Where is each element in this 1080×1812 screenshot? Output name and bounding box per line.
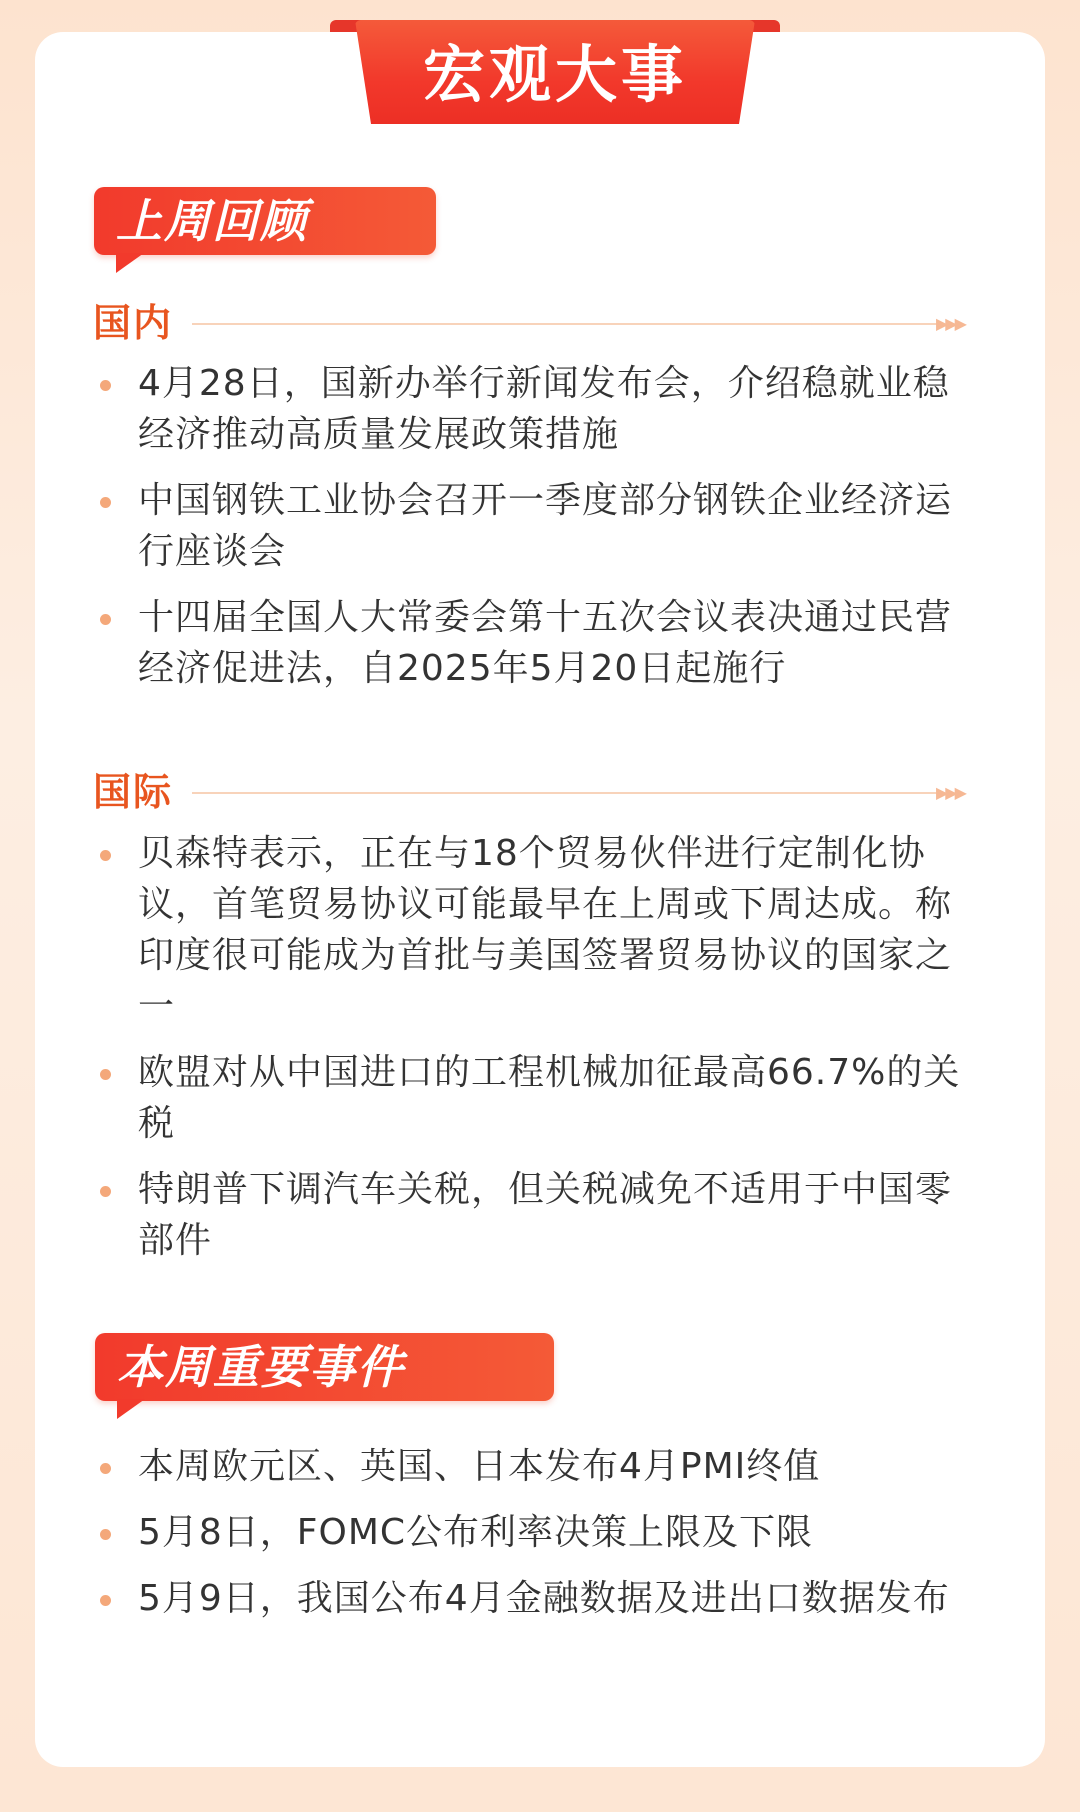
list-item-text: 5月9日，我国公布4月金融数据及进出口数据发布 xyxy=(138,1578,950,1619)
list-item xyxy=(100,358,980,460)
bullet-dot-icon xyxy=(100,1529,111,1540)
page-title: 宏观大事 xyxy=(422,38,687,111)
domestic-news-list xyxy=(100,358,980,709)
section-tag-this-week: 本周重要事件 xyxy=(95,1333,554,1401)
bullet-dot-icon xyxy=(100,380,111,391)
list-item-text: 中国钢铁工业协会召开一季度部分钢铁企业经济运行座谈会 xyxy=(138,480,953,572)
section-tag-last-week: 上周回顾 xyxy=(94,187,436,255)
list-item xyxy=(100,1164,980,1266)
list-item xyxy=(100,828,980,1032)
list-item-text: 贝森特表示，正在与18个贸易伙伴进行定制化协议，首笔贸易协议可能最早在上周或下周达成。称印度很可能成为首批与美国签署贸易协议的国家之一 xyxy=(138,833,953,1027)
divider-line xyxy=(192,792,942,794)
bullet-dot-icon xyxy=(100,1463,111,1474)
list-item xyxy=(100,475,980,577)
subheading-domestic: 国内 xyxy=(93,301,174,345)
triple-arrow-icon: ▶▶▶ xyxy=(936,314,964,333)
bullet-dot-icon xyxy=(100,850,111,861)
list-item-text: 十四届全国人大常委会第十五次会议表决通过民营经济促进法，自2025年5月20日起施行 xyxy=(138,597,953,689)
list-item-text: 特朗普下调汽车关税，但关税减免不适用于中国零部件 xyxy=(138,1169,953,1261)
list-item xyxy=(100,592,980,694)
bullet-dot-icon xyxy=(100,614,111,625)
list-item xyxy=(100,1441,980,1492)
bullet-dot-icon xyxy=(100,1186,111,1197)
list-item-text: 4月28日，国新办举行新闻发布会，介绍稳就业稳经济推动高质量发展政策措施 xyxy=(138,363,950,455)
bullet-dot-icon xyxy=(100,1069,111,1080)
triple-arrow-icon: ▶▶▶ xyxy=(936,783,964,802)
divider-line xyxy=(192,323,942,325)
bullet-dot-icon xyxy=(100,497,111,508)
list-item xyxy=(100,1507,980,1558)
list-item-text: 欧盟对从中国进口的工程机械加征最高66.7%的关税 xyxy=(138,1052,961,1144)
list-item xyxy=(100,1047,980,1149)
list-item-text: 本周欧元区、英国、日本发布4月PMI终值 xyxy=(138,1446,821,1487)
list-item-text: 5月8日，FOMC公布利率决策上限及下限 xyxy=(138,1512,814,1553)
subheading-international: 国际 xyxy=(93,770,174,814)
bullet-dot-icon xyxy=(100,1595,111,1606)
this-week-events-list xyxy=(100,1441,980,1639)
list-item xyxy=(100,1573,980,1624)
international-news-list xyxy=(100,828,980,1281)
